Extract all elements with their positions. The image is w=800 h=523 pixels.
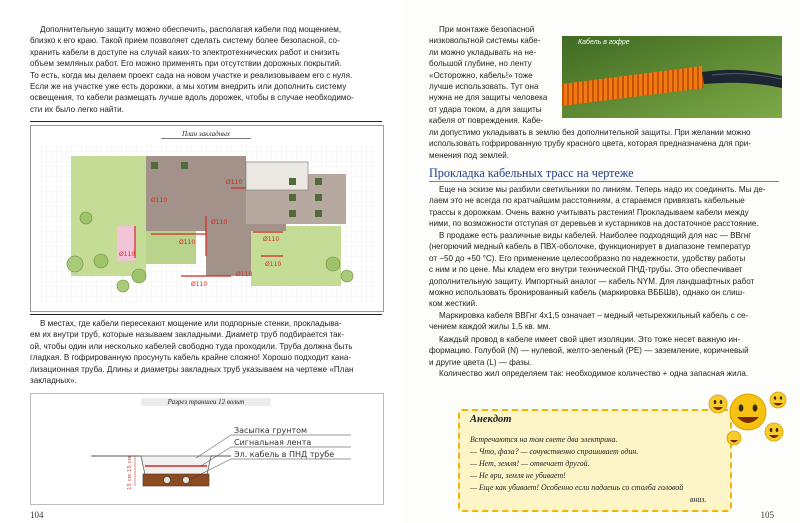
p2-line: дополнительную защиту. Импортный аналог — кабель NYM. Для ландшафтных работ	[429, 276, 755, 286]
paragraph-cables	[429, 230, 779, 310]
pipe-label: Ø110	[191, 281, 208, 288]
paragraph-marking	[429, 310, 779, 333]
photo-caption: Кабель в гофре	[578, 39, 630, 46]
cable-photo-icon	[562, 36, 782, 118]
joke-line: — Что, фаза? — сочувственно спрашивает один.	[470, 447, 639, 456]
mount-line: ли допустимо укладывать в землю без дополнительной защиты. При желании можно	[429, 128, 751, 137]
middle-line: В местах, где кабели пересекают мощение или подпорные стенки, прокладыва-	[40, 319, 342, 328]
p1-line: ними, по возможности отступая от деревьев и кустарников на достаточное расстояние.	[429, 219, 759, 229]
p1-line: трассы к дорожкам. Очень важно учитывать растения! Прокладываем кабели между	[429, 207, 749, 217]
mount-line: кабеля от повреждения. Кабе-	[429, 116, 544, 126]
mount-line: При монтаже безопасной	[439, 25, 535, 34]
pipe-label: Ø110	[226, 179, 243, 186]
trench-drawing	[31, 394, 383, 504]
trench-dim: 15 см	[127, 456, 133, 472]
mount-line: использовать гофрированную трубу красного цвета, которая предназначена для при-	[429, 139, 751, 149]
pipe-label: Ø110	[236, 271, 253, 278]
plan-caption: План закладных	[161, 130, 251, 139]
mount-paragraph-narrow	[429, 24, 559, 127]
middle-paragraph	[30, 318, 380, 386]
intro-line: освещения, то кабели размещать лучше вдоль дорожек, чтобы в случае необходимо-	[30, 93, 354, 103]
p2-line: можно использовать бронированный кабель (маркировка ВББШв), однако он слиш-	[429, 288, 745, 298]
p2-line: от −50 до +50 °С). Его применение целесообразно по надежности, удобству работы	[429, 253, 746, 263]
mount-line: от удара током, а для защиты	[429, 104, 542, 114]
p1-line: Еще на эскизе мы разбили светильники по линиям. Теперь надо их соединить. Мы де-	[439, 185, 766, 194]
mid-divider	[30, 314, 382, 315]
page-number-right: 105	[760, 510, 774, 520]
top-divider	[30, 121, 382, 122]
p2-line: В продаже есть различные виды кабелей. Наиболее подходящий для нас — ВВгнг	[439, 231, 752, 240]
trench-label-tape: Сигнальная лента	[234, 438, 312, 447]
p4-line: Каждый провод в кабеле имеет свой цвет изоляции. Это тоже несет важную ин-	[439, 335, 741, 344]
joke-line: Встречаются на том свете два электрика.	[470, 435, 618, 444]
p3-line: чением каждой жилы 1,5 кв. мм.	[429, 322, 551, 332]
intro-paragraph	[30, 24, 380, 115]
paragraph-colors	[429, 334, 779, 368]
intro-line: Если же на участке уже есть дорожки, а мы хотим внедрить или дополнить систему	[30, 82, 347, 92]
intro-line: Дополнительную защиту можно обеспечить, располагая кабели под мощением,	[40, 25, 342, 34]
paragraph-cores	[429, 368, 779, 379]
pipe-label: Ø110	[263, 236, 280, 243]
section-underline	[429, 181, 779, 182]
middle-line: закладных».	[30, 376, 77, 386]
p1-line: лаем это не всегда по кратчайшим расстояниям, а стараемся привязать кабельные	[429, 196, 745, 206]
intro-line: объем земляных работ. Его можно применять при отсутствии дорожных покрытий.	[30, 59, 342, 69]
joke-line: — Еще как убивает! Особенно если падаешь со столба головой	[470, 483, 684, 492]
p3-line: Маркировка кабеля ВВГнг 4х1,5 означает – медный четырехжильный кабель с се-	[439, 311, 749, 320]
cable-photo	[562, 36, 782, 118]
smiley-faces-icon	[674, 380, 794, 450]
middle-line: ем их внутри труб, которые называем закладными. Диаметр труб подбирается так-	[30, 330, 344, 340]
trench-dim: 15 см	[127, 474, 133, 490]
joke-line: — Нет, земля! — отвечает другой.	[470, 459, 590, 468]
mount-line: ли можно укладывать на не-	[429, 47, 537, 57]
p2-line: с ним и по цене. Мы кладем его внутри технической ПНД-трубы. Это обеспечивает	[429, 265, 743, 275]
plan-drawing	[31, 126, 383, 311]
pipe-label: Ø110	[265, 261, 282, 268]
p2-line: ком жесткий.	[429, 299, 478, 309]
mount-line: большой глубине, но ленту	[429, 59, 532, 69]
intro-line: То есть, когда мы делаем проект сада на новом участке и реализовываем его с нуля.	[30, 70, 353, 80]
middle-line: ой, чтобы один или несколько кабелей свободно туда проходили. Труба должна быть	[30, 341, 353, 351]
p4-line: и другие цвета (L) — фазы.	[429, 357, 532, 367]
pipe-label: Ø110	[119, 251, 136, 258]
pipe-label: Ø110	[179, 239, 196, 246]
mount-paragraph-wide	[429, 127, 779, 161]
intro-line: сти их было легко найти.	[30, 104, 124, 114]
pipe-label: Ø110	[151, 197, 168, 204]
page-number-left: 104	[30, 510, 44, 520]
joke-line: вниз.	[690, 495, 707, 504]
trench-caption: Разрез траншеи 12 вольт	[141, 398, 271, 406]
mount-line: менения под землей.	[429, 150, 510, 160]
joke-title: Анекдот	[470, 414, 512, 425]
joke-line: — Не ври, земля не убивает!	[470, 471, 566, 480]
p2-line: (негорючий медный кабель в ПВХ-оболочке, функционирует в диапазоне температур	[429, 242, 751, 252]
p4-line: формацию. Голубой (N) — нулевой, желто-зеленый (PE) — заземление, коричневый	[429, 346, 749, 356]
middle-line: лизационная труба. Длины и диаметры закладных труб указываем на чертеже «План	[30, 364, 354, 374]
mount-line: «Осторожно, кабель!» тоже	[429, 70, 533, 80]
paragraph-routes	[429, 184, 779, 230]
plan-figure	[30, 125, 384, 312]
pipe-label: Ø110	[211, 219, 228, 226]
mount-line: низковольтной системы кабе-	[429, 36, 541, 46]
mount-line: нужна не для защиты человека	[429, 93, 548, 103]
mount-line: лучше использовать. Тут она	[429, 82, 539, 92]
p5-line: Количество жил определяем так: необходимое количество + одна запасная жила.	[439, 369, 749, 378]
right-page	[404, 0, 800, 523]
trench-label-cable: Эл. кабель в ПНД трубе	[234, 450, 335, 459]
trench-label-backfill: Засыпка грунтом	[234, 426, 308, 435]
intro-line: хранить кабели в доступе на случай каких-то электротехнических работ и снизить	[30, 47, 340, 57]
middle-line: гладкая. В гофрированную просунуть кабель крайне сложно! Хорошо подходит кана-	[30, 353, 352, 363]
intro-line: близко к его краю. Такой прием позволяет сделать систему более безопасной, со-	[30, 36, 340, 46]
trench-figure	[30, 393, 384, 505]
section-heading: Прокладка кабельных трасс на чертеже	[429, 166, 634, 180]
